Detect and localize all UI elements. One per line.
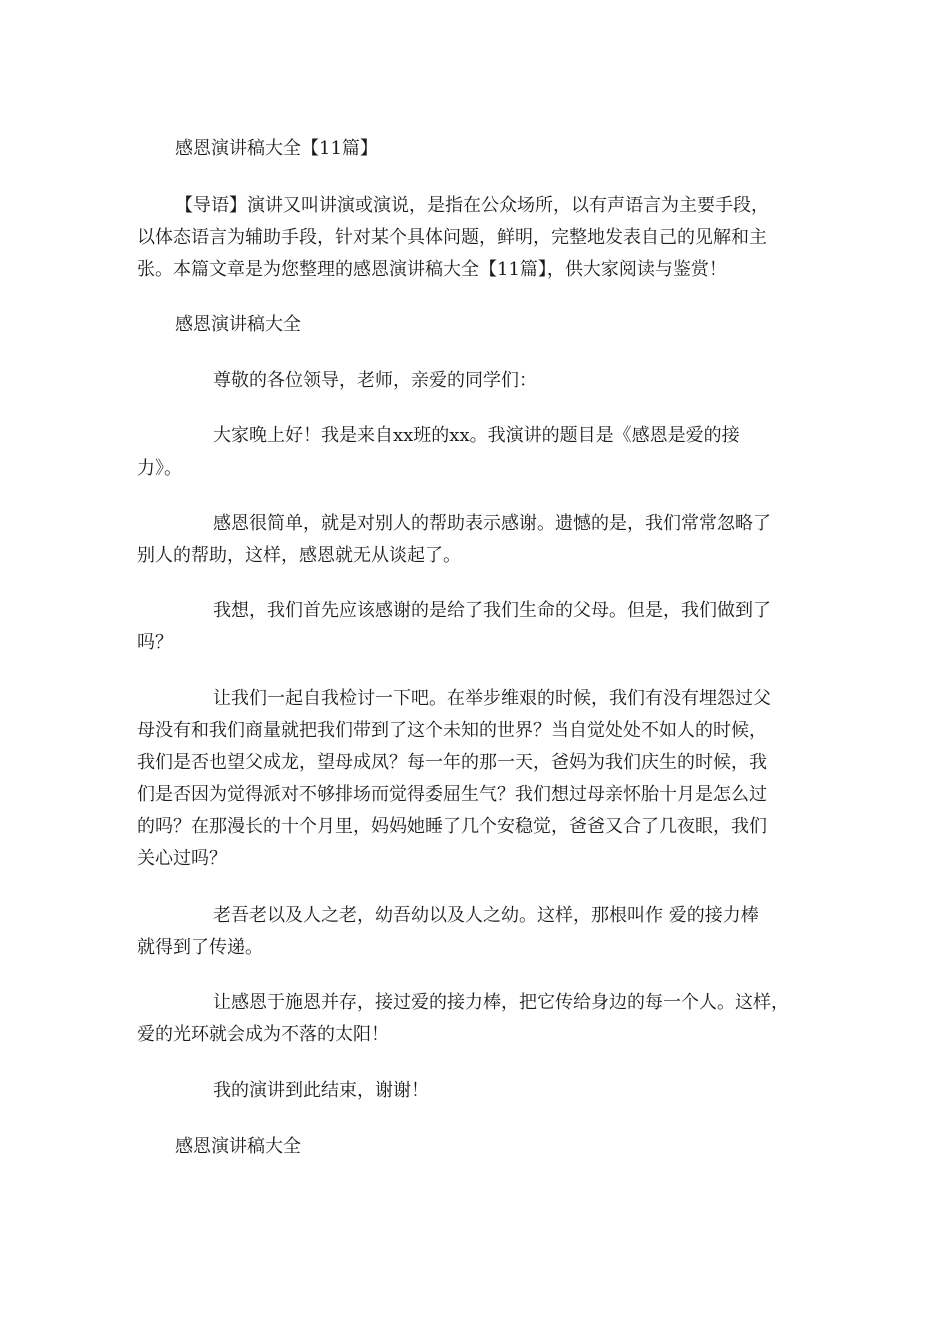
paragraph-6-line-2: 爱的光环就会成为不落的太阳！ [137,1024,389,1045]
paragraph-5-line-1: 老吾老以及人之老，幼吾幼以及人之幼。这样，那根叫作 爱的接力棒 [213,905,759,926]
paragraph-4-line-1: 让我们一起自我检讨一下吧。在举步维艰的时候，我们有没有埋怨过父 [213,688,771,709]
paragraph-6-line-1: 让感恩于施恩并存，接过爱的接力棒，把它传给身边的每一个人。这样， [213,992,789,1013]
paragraph-4-line-5: 的吗？在那漫长的十个月里，妈妈她睡了几个安稳觉，爸爸又合了几夜眼，我们 [137,816,767,837]
paragraph-3-line-2: 吗？ [137,632,173,653]
document-title: 感恩演讲稿大全【11篇】 [175,138,378,159]
paragraph-1-line-2: 力》。 [137,458,182,479]
section-heading: 感恩演讲稿大全 [175,314,301,335]
intro-line-1: 【导语】演讲又叫讲演或演说，是指在公众场所，以有声语言为主要手段， [175,195,769,216]
paragraph-1-line-1: 大家晚上好！我是来自xx班的xx。我演讲的题目是《感恩是爱的接 [213,425,740,446]
intro-line-2: 以体态语言为辅助手段，针对某个具体问题，鲜明，完整地发表自己的见解和主 [137,227,767,248]
greeting: 尊敬的各位领导，老师，亲爱的同学们： [213,370,537,391]
paragraph-4-line-2: 母没有和我们商量就把我们带到了这个未知的世界？当自觉处处不如人的时候， [137,720,767,741]
closing-line: 我的演讲到此结束，谢谢！ [213,1080,429,1101]
intro-line-3: 张。本篇文章是为您整理的感恩演讲稿大全【11篇】，供大家阅读与鉴赏！ [137,259,727,280]
paragraph-4-line-6: 关心过吗？ [137,848,227,869]
paragraph-3-line-1: 我想，我们首先应该感谢的是给了我们生命的父母。但是，我们做到了 [213,600,771,621]
paragraph-2-line-2: 别人的帮助，这样，感恩就无从谈起了。 [137,545,461,566]
paragraph-4-line-3: 我们是否也望父成龙，望母成凤？每一年的那一天，爸妈为我们庆生的时候，我 [137,752,767,773]
paragraph-5-line-2: 就得到了传递。 [137,937,263,958]
paragraph-4-line-4: 们是否因为觉得派对不够排场而觉得委屈生气？我们想过母亲怀胎十月是怎么过 [137,784,767,805]
section-heading-2: 感恩演讲稿大全 [175,1136,301,1157]
paragraph-2-line-1: 感恩很简单，就是对别人的帮助表示感谢。遗憾的是，我们常常忽略了 [213,513,771,534]
